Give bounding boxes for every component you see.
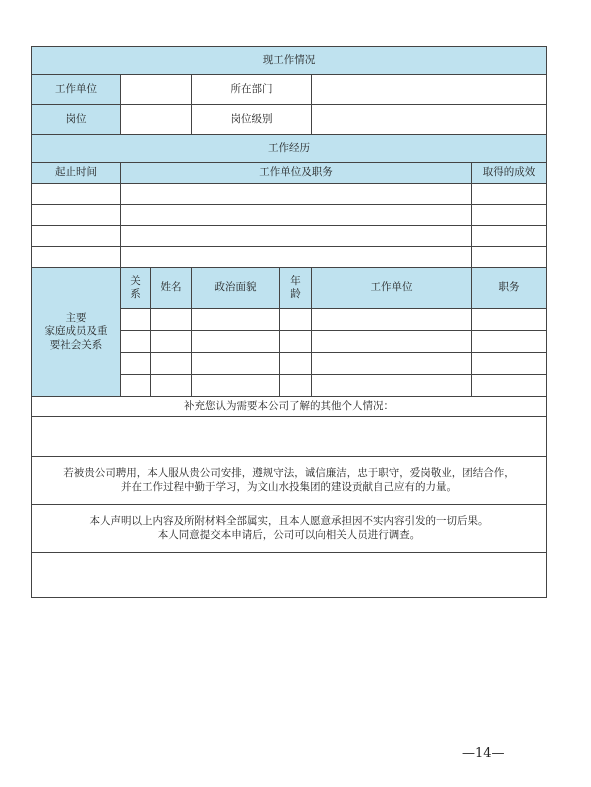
family-label-line: 家庭成员及重 (44, 325, 108, 338)
achievement-cell[interactable] (472, 226, 547, 247)
political-cell[interactable] (192, 375, 280, 397)
unit-cell[interactable] (312, 375, 472, 397)
work-history-row (32, 205, 547, 226)
age-header: 年 龄 (280, 268, 312, 309)
relation-cell[interactable] (121, 353, 151, 375)
family-section-label (32, 268, 121, 397)
age-cell[interactable] (280, 375, 312, 397)
position-level-label: 岗位级别 (192, 105, 312, 135)
achievement-header: 取得的成效 (472, 163, 547, 184)
pledge-line: 若被贵公司聘用，本人服从贵公司安排，遵规守法，诚信廉洁，忠于职守，爱岗敬业，团结合作， (63, 467, 515, 480)
pledge-line: 并在工作过程中勤于学习，为文山水投集团的建设贡献自己应有的力量。 (121, 480, 457, 493)
department-label: 所在部门 (192, 75, 312, 105)
supplement-prompt: 补充您认为需要本公司了解的其他个人情况： (32, 397, 547, 417)
achievement-cell[interactable] (472, 205, 547, 226)
duty-cell[interactable] (472, 309, 547, 331)
achievement-cell[interactable] (472, 247, 547, 268)
period-cell[interactable] (32, 247, 121, 268)
work-unit-label: 工作单位 (32, 75, 121, 105)
political-cell[interactable] (192, 353, 280, 375)
political-status-header: 政治面貌 (192, 268, 280, 309)
work-history-row (32, 226, 547, 247)
unit-cell[interactable] (312, 309, 472, 331)
political-cell[interactable] (192, 309, 280, 331)
relation-header: 关 系 (121, 268, 151, 309)
duty-header: 职务 (472, 268, 547, 309)
pledge-statement (32, 457, 547, 505)
name-cell[interactable] (151, 375, 192, 397)
work-history-section-title: 工作经历 (32, 135, 547, 163)
achievement-cell[interactable] (472, 184, 547, 205)
name-cell[interactable] (151, 353, 192, 375)
work-unit-field[interactable] (121, 75, 192, 105)
name-cell[interactable] (151, 331, 192, 353)
family-work-unit-header: 工作单位 (312, 268, 472, 309)
declaration-line: 本人声明以上内容及所附材料全部属实，且本人愿意承担因不实内容引发的一切后果。 (89, 515, 489, 528)
relation-cell[interactable] (121, 331, 151, 353)
relation-cell[interactable] (121, 309, 151, 331)
duty-cell[interactable] (472, 375, 547, 397)
political-cell[interactable] (192, 331, 280, 353)
name-header: 姓名 (151, 268, 192, 309)
unit-position-header: 工作单位及职务 (121, 163, 472, 184)
declaration-line: 本人同意提交本申请后，公司可以向相关人员进行调查。 (157, 528, 421, 541)
position-level-field[interactable] (312, 105, 547, 135)
unit-cell[interactable] (312, 331, 472, 353)
period-cell[interactable] (32, 205, 121, 226)
unit-position-cell[interactable] (121, 184, 472, 205)
period-cell[interactable] (32, 226, 121, 247)
age-cell[interactable] (280, 309, 312, 331)
period-cell[interactable] (32, 184, 121, 205)
relation-cell[interactable] (121, 375, 151, 397)
duty-cell[interactable] (472, 353, 547, 375)
position-field[interactable] (121, 105, 192, 135)
page-number: —14— (462, 746, 505, 761)
unit-position-cell[interactable] (121, 226, 472, 247)
declaration-statement (32, 505, 547, 553)
name-cell[interactable] (151, 309, 192, 331)
work-history-row (32, 184, 547, 205)
unit-cell[interactable] (312, 353, 472, 375)
unit-position-cell[interactable] (121, 247, 472, 268)
period-header: 起止时间 (32, 163, 121, 184)
family-label-line: 主要 (65, 312, 87, 325)
duty-cell[interactable] (472, 331, 547, 353)
application-form-table (31, 46, 547, 598)
age-cell[interactable] (280, 353, 312, 375)
supplement-field[interactable] (32, 417, 547, 457)
current-job-section-title: 现工作情况 (32, 47, 547, 75)
age-cell[interactable] (280, 331, 312, 353)
unit-position-cell[interactable] (121, 205, 472, 226)
signature-area[interactable] (32, 553, 547, 598)
position-label: 岗位 (32, 105, 121, 135)
work-history-row (32, 247, 547, 268)
department-field[interactable] (312, 75, 547, 105)
family-label-line: 要社会关系 (49, 338, 103, 351)
